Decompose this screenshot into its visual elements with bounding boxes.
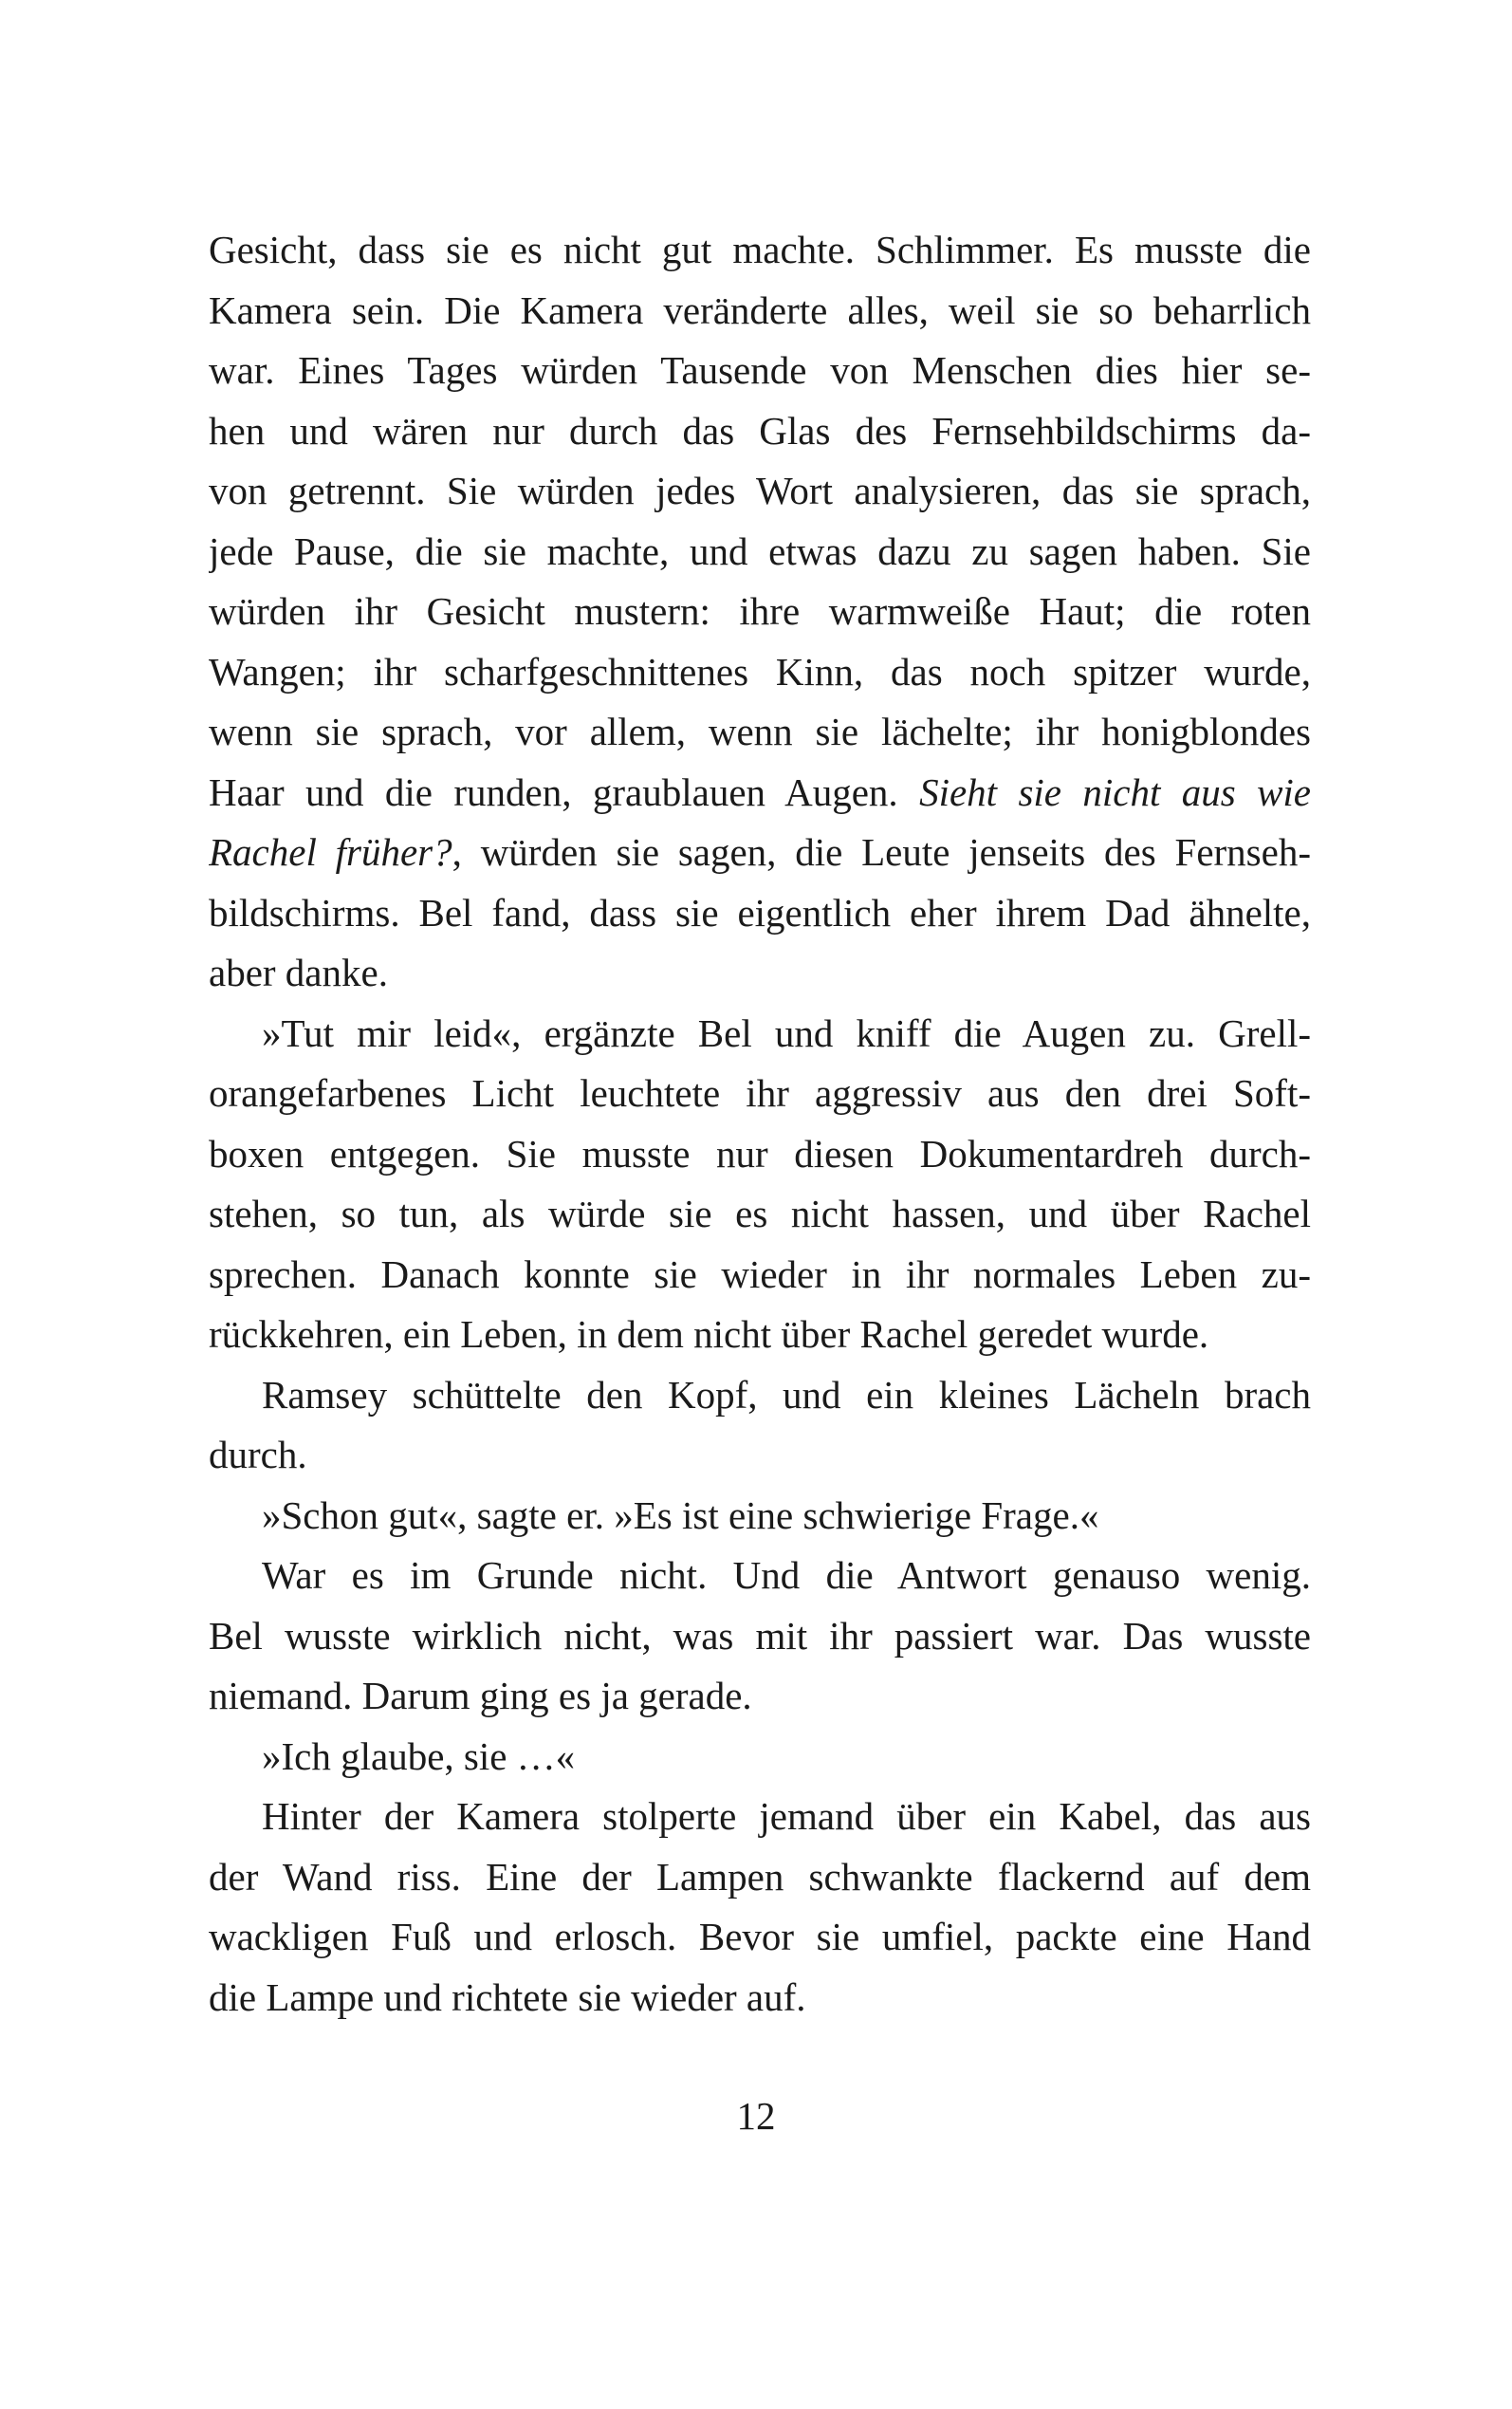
text-line xyxy=(209,522,1311,583)
text-segment: »Tut mir leid«, ergänzte Bel und kniff die Augen zu. Grell- xyxy=(262,1010,1311,1055)
text-segment: wackligen Fuß und erlosch. Bevor sie umfiel, packte eine Hand xyxy=(209,1915,1311,1958)
text-line xyxy=(209,1847,1311,1908)
text-line xyxy=(209,1425,1311,1486)
text-line xyxy=(209,763,1311,824)
text-line xyxy=(209,823,1311,883)
text-segment: wenn sie sprach, vor allem, wenn sie lächelte; ihr honigblondes xyxy=(209,710,1311,753)
text-line xyxy=(209,1305,1311,1365)
text-line xyxy=(209,1365,1311,1426)
text-segment: würden ihr Gesicht mustern: ihre warmweiße Haut; die roten xyxy=(209,589,1311,633)
text-segment: »Ich glaube, sie …« xyxy=(262,1733,576,1778)
text-segment: der Wand riss. Eine der Lampen schwankte flackernd auf dem xyxy=(209,1854,1311,1899)
text-line xyxy=(209,341,1311,401)
page-number: 12 xyxy=(736,2094,776,2138)
text-line xyxy=(209,401,1311,462)
text-line xyxy=(209,1124,1311,1185)
text-line xyxy=(209,1064,1311,1124)
italic-text: Rachel früher? xyxy=(209,830,452,874)
text-segment: Hinter der Kamera stolperte jemand über ein Kabel, das aus xyxy=(262,1794,1311,1838)
text-line xyxy=(209,1486,1311,1547)
text-line xyxy=(209,943,1311,1004)
body-text xyxy=(209,220,1311,2028)
text-segment: Wangen; ihr scharfgeschnittenes Kinn, das noch spitzer wurde, xyxy=(209,649,1311,694)
text-segment: hen und wären nur durch das Glas des Fernsehbildschirms da- xyxy=(209,408,1311,453)
text-segment: Ramsey schüttelte den Kopf, und ein kleines Lächeln brach xyxy=(262,1372,1311,1417)
text-line xyxy=(209,883,1311,944)
text-line xyxy=(209,1787,1311,1847)
text-line xyxy=(209,281,1311,342)
text-line xyxy=(209,1184,1311,1245)
text-line xyxy=(209,1907,1311,1968)
text-line xyxy=(209,642,1311,703)
text-segment: , würden sie sagen, die Leute jenseits des Fernseh- xyxy=(452,830,1311,874)
text-segment: durch. xyxy=(209,1433,307,1476)
italic-text: Sieht sie nicht aus wie xyxy=(919,769,1311,814)
text-segment: Kamera sein. Die Kamera veränderte alles, weil sie so beharrlich xyxy=(209,287,1311,332)
text-segment: rückkehren, ein Leben, in dem nicht über Rachel geredet wurde. xyxy=(209,1312,1209,1356)
text-line xyxy=(209,1666,1311,1727)
text-segment: jede Pause, die sie machte, und etwas dazu zu sagen haben. Sie xyxy=(209,528,1311,573)
text-line xyxy=(209,1245,1311,1306)
text-segment: »Schon gut«, sagte er. »Es ist eine schwierige Frage.« xyxy=(262,1492,1099,1537)
text-line xyxy=(209,1727,1311,1788)
text-segment: stehen, so tun, als würde sie es nicht hassen, und über Rachel xyxy=(209,1192,1311,1235)
text-segment: Haar und die runden, graublauen Augen. xyxy=(209,769,920,814)
text-line xyxy=(209,702,1311,763)
text-line xyxy=(209,1606,1311,1667)
text-segment: die Lampe und richtete sie wieder auf. xyxy=(209,1974,806,2019)
text-segment: Gesicht, dass sie es nicht gut machte. Schlimmer. Es musste die xyxy=(209,228,1311,271)
text-line xyxy=(209,461,1311,522)
text-segment: von getrennt. Sie würden jedes Wort analysieren, das sie sprach, xyxy=(209,469,1311,512)
text-segment: boxen entgegen. Sie musste nur diesen Dokumentardreh durch- xyxy=(209,1131,1311,1176)
text-segment: niemand. Darum ging es ja gerade. xyxy=(209,1674,752,1717)
text-line xyxy=(209,1968,1311,2029)
text-line xyxy=(209,220,1311,281)
text-segment: bildschirms. Bel fand, dass sie eigentlich eher ihrem Dad ähnelte, xyxy=(209,890,1311,935)
text-line xyxy=(209,1546,1311,1606)
text-segment: Bel wusste wirklich nicht, was mit ihr passiert war. Das wusste xyxy=(209,1613,1311,1658)
text-segment: orangefarbenes Licht leuchtete ihr aggressiv aus den drei Soft- xyxy=(209,1071,1311,1115)
text-segment: War es im Grunde nicht. Und die Antwort genauso wenig. xyxy=(262,1553,1311,1597)
text-segment: aber danke. xyxy=(209,951,388,994)
text-line xyxy=(209,582,1311,642)
text-line xyxy=(209,1004,1311,1065)
text-segment: sprechen. Danach konnte sie wieder in ihr normales Leben zu- xyxy=(209,1251,1311,1296)
text-segment: war. Eines Tages würden Tausende von Menschen dies hier se- xyxy=(209,348,1311,392)
